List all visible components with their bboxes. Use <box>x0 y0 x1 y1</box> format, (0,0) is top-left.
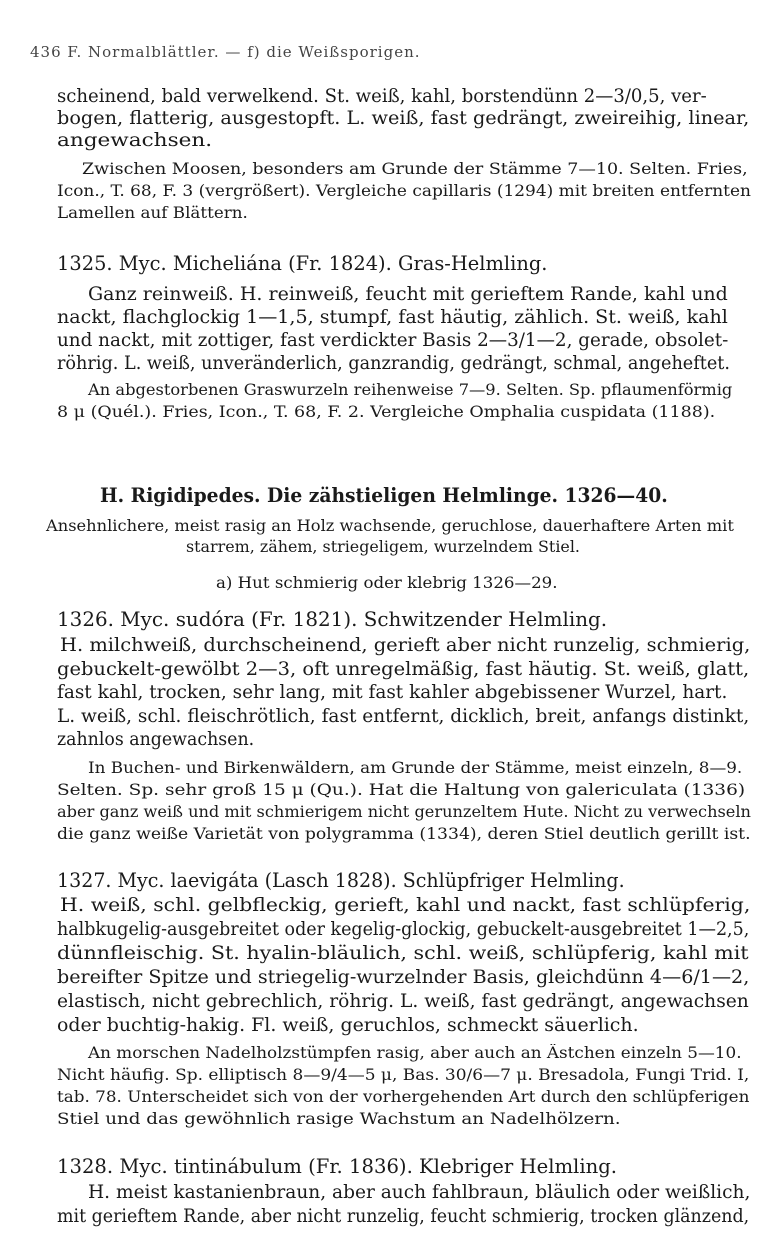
text-line: bereifter Spitze und striegelig-wurzelnder Basis, gleichdünn 4—6/1—2, <box>57 967 750 988</box>
text-line: H. milchweiß, durchscheinend, gerieft aber nicht runzelig, schmierig, <box>60 635 751 656</box>
text-line: H. meist kastanienbraun, aber auch fahlbraun, bläulich oder weißlich, <box>88 1182 751 1203</box>
text-line: Zwischen Moosen, besonders am Grunde der Stämme 7—10. Selten. Fries, <box>82 160 748 178</box>
text-line: L. weiß, schl. fleischrötlich, fast entfernt, dicklich, breit, anfangs distinkt, <box>57 706 750 727</box>
text-line: aber ganz weiß und mit schmierigem nicht gerunzeltem Hute. Nicht zu verwechseln <box>57 803 751 821</box>
text-line: Icon., T. 68, F. 3 (vergrößert). Vergleiche capillaris (1294) mit breiten entfernten <box>57 182 751 200</box>
text-line: 1326. Myc. sudóra (Fr. 1821). Schwitzender Helmling. <box>57 608 608 631</box>
text-line: scheinend, bald verwelkend. St. weiß, kahl, borstendünn 2—3/0,5, ver- <box>57 86 707 107</box>
text-line: fast kahl, trocken, sehr lang, mit fast kahler abgebissener Wurzel, hart. <box>57 682 728 703</box>
text-line: dünnfleischig. St. hyalin-bläulich, schl. weiß, schlüpferig, kahl mit <box>57 943 749 964</box>
text-line: elastisch, nicht gebrechlich, röhrig. L. weiß, fast gedrängt, angewachsen <box>57 991 749 1012</box>
text-line: 1328. Myc. tintinábulum (Fr. 1836). Klebriger Helmling. <box>57 1155 618 1178</box>
text-line: In Buchen- und Birkenwäldern, am Grunde der Stämme, meist einzeln, 8—9. <box>88 759 743 777</box>
text-line: 1325. Myc. Micheliána (Fr. 1824). Gras-Helmling. <box>57 252 548 275</box>
text-line: oder buchtig-hakig. Fl. weiß, geruchlos, schmeckt säuerlich. <box>57 1015 639 1036</box>
text-line: Nicht häufig. Sp. elliptisch 8—9/4—5 μ, Bas. 30/6—7 μ. Bresadola, Fungi Trid. I, <box>57 1066 750 1084</box>
text-line: angewachsen. <box>57 130 213 151</box>
text-line: a) Hut schmierig oder klebrig 1326—29. <box>216 574 558 592</box>
text-line: H. weiß, schl. gelbfleckig, gerieft, kahl und nackt, fast schlüpferig, <box>60 895 751 916</box>
text-line: tab. 78. Unterscheidet sich von der vorhergehenden Art durch den schlüpferigen <box>57 1088 750 1106</box>
text-line: An abgestorbenen Graswurzeln reihenweise 7—9. Selten. Sp. pflaumenförmig <box>88 381 733 399</box>
text-line: röhrig. L. weiß, unveränderlich, ganzrandig, gedrängt, schmal, angeheftet. <box>57 353 730 374</box>
text-line: Lamellen auf Blättern. <box>57 204 248 222</box>
text-line: gebuckelt-gewölbt 2—3, oft unregelmäßig, fast häutig. St. weiß, glatt, <box>57 659 750 680</box>
text-line: H. Rigidipedes. Die zähstieligen Helmlinge. 1326—40. <box>100 483 668 507</box>
text-line: An morschen Nadelholzstümpfen rasig, aber auch an Ästchen einzeln 5—10. <box>88 1044 742 1062</box>
text-line: Ganz reinweiß. H. reinweiß, feucht mit gerieftem Rande, kahl und <box>88 284 728 305</box>
text-line: Selten. Sp. sehr groß 15 μ (Qu.). Hat die Haltung von galericulata (1336) <box>57 781 746 799</box>
text-line: nackt, flachglockig 1—1,5, stumpf, fast häutig, zählich. St. weiß, kahl <box>57 307 728 328</box>
text-line: bogen, flatterig, ausgestopft. L. weiß, fast gedrängt, zweireihig, linear, <box>57 108 750 129</box>
text-line: die ganz weiße Varietät von polygramma (1334), deren Stiel deutlich gerillt ist. <box>57 825 751 843</box>
text-line: zahnlos angewachsen. <box>57 729 255 750</box>
text-line: starrem, zähem, striegeligem, wurzelndem Stiel. <box>186 538 580 556</box>
running-header: 436 F. Normalblättler. — f) die Weißsporigen. <box>30 43 421 61</box>
text-line: und nackt, mit zottiger, fast verdickter Basis 2—3/1—2, gerade, obsolet- <box>57 330 729 351</box>
text-line: 1327. Myc. laevigáta (Lasch 1828). Schlüpfriger Helmling. <box>57 869 625 892</box>
text-line: Ansehnlichere, meist rasig an Holz wachsende, geruchlose, dauerhaftere Arten mit <box>46 517 734 535</box>
text-line: 8 μ (Quél.). Fries, Icon., T. 68, F. 2. Vergleiche Omphalia cuspidata (1188). <box>57 403 716 421</box>
text-line: mit gerieftem Rande, aber nicht runzelig, feucht schmierig, trocken glänzend, <box>57 1206 750 1227</box>
text-line: Stiel und das gewöhnlich rasige Wachstum an Nadelhölzern. <box>57 1110 621 1128</box>
text-line: halbkugelig-ausgebreitet oder kegelig-glockig, gebuckelt-ausgebreitet 1—2,5, <box>57 919 750 940</box>
